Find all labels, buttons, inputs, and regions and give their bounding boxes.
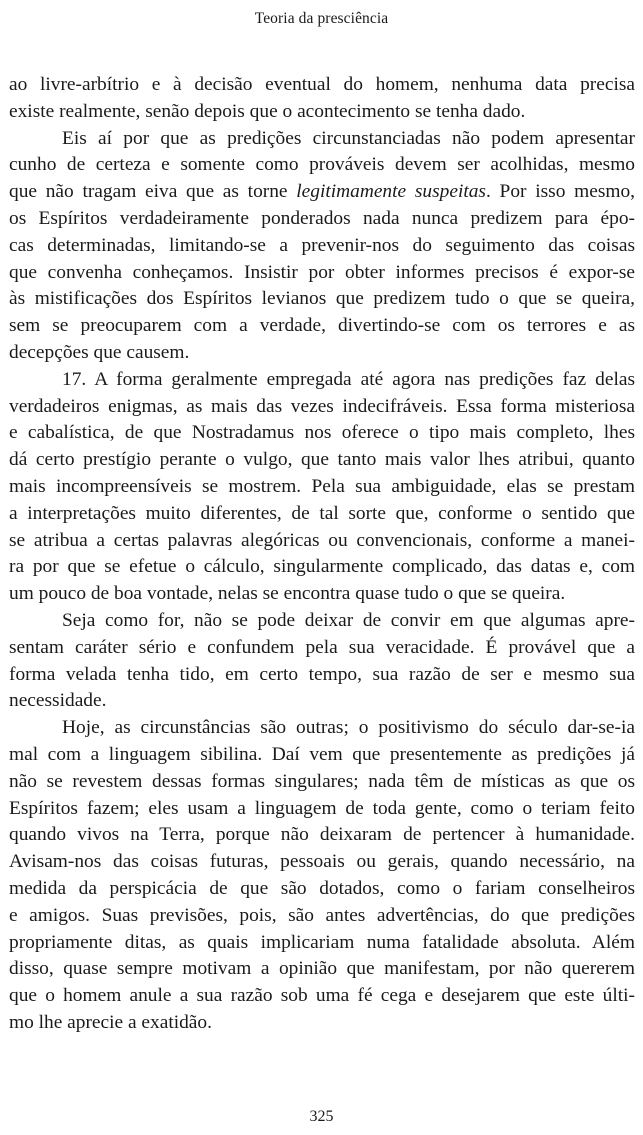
page-body — [9, 72, 635, 1037]
text-span: A forma geralmente empregada até agora nas predições faz delas — [86, 368, 635, 390]
text-line: sem se preocuparem com a verdade, divertindo-se com os terrores e as — [9, 315, 635, 337]
text-line — [9, 367, 635, 394]
text-line: disso, quase sempre motivam a opinião que manifestam, por não quererem — [9, 958, 635, 980]
text-line: medida da perspicácia de que são dotados, como o fariam conselheiros — [9, 877, 635, 899]
text-line: Seja como for, não se pode deixar de convir em que algumas apre- — [62, 609, 635, 631]
text-line: quando vivos na Terra, porque não deixaram de pertencer à humanidade. — [9, 824, 635, 846]
text-line: sentam caráter sério e confundem pela sua veracidade. É provável que a — [9, 636, 635, 658]
text-span: . Por isso mesmo, — [485, 181, 635, 203]
text-span: que não tragam eiva que as torne — [9, 181, 297, 203]
text-line: forma velada tenha tido, em certo tempo, sua razão de ser e mesmo sua — [9, 663, 635, 685]
text-line: se atribua a certas palavras alegóricas ou convencionais, conforme a manei- — [9, 529, 635, 551]
text-line: Espíritos fazem; eles usam a linguagem de toda gente, como o teriam feito — [9, 797, 635, 819]
text-line: Hoje, as circunstâncias são outras; o positivismo do século dar-se-ia — [62, 717, 635, 739]
paragraph-2 — [9, 126, 635, 367]
text-line: Eis aí por que as predições circunstanciadas não podem apresentar — [62, 127, 635, 149]
emphasis-text: legitimamente suspeitas — [296, 181, 486, 203]
text-line: e cabalística, de que Nostradamus nos oferece o tipo mais completo, lhes — [9, 422, 635, 444]
text-line: e amigos. Suas previsões, pois, são antes advertências, do que predições — [9, 904, 635, 926]
paragraph-4 — [9, 608, 635, 715]
text-line: ra por que se efetue o cálculo, singularmente complicado, das datas e, com — [9, 556, 635, 578]
text-line: necessidade. — [9, 690, 107, 712]
text-line: às mistificações dos Espíritos levianos que predizem tudo o que se queira, — [9, 288, 635, 310]
text-line: mal com a linguagem sibilina. Daí vem que presentemente as predições já — [9, 743, 635, 765]
running-head: Teoria da presciência — [254, 10, 389, 27]
text-line — [9, 179, 635, 206]
text-line: ao livre-arbítrio e à decisão eventual do homem, nenhuma data precisa — [9, 74, 635, 95]
paragraph-3 — [9, 367, 635, 608]
text-line: que convenha conheçamos. Insistir por obter informes precisos é expor-se — [9, 261, 635, 283]
paragraph-5 — [9, 715, 635, 1037]
text-line: cas determinadas, limitando-se a prevenir-nos do seguimento das coisas — [9, 234, 635, 256]
paragraph-1 — [9, 72, 635, 126]
text-line: a interpretações muito diferentes, de tal sorte que, conforme o sentido que — [9, 502, 635, 524]
text-line: um pouco de boa vontade, nelas se encontra quase tudo o que se queira. — [9, 583, 566, 605]
text-line: não se revestem dessas formas singulares; nada têm de místicas as que os — [9, 770, 635, 792]
text-line: cunho de certeza e somente como prováveis devem ser acolhidas, mesmo — [9, 154, 635, 176]
text-line: os Espíritos verdadeiramente ponderados nada nunca predizem para épo- — [9, 207, 635, 229]
text-line: existe realmente, senão depois que o acontecimento se tenha dado. — [9, 100, 526, 122]
page-number: 325 — [309, 1108, 334, 1125]
text-line: verdadeiros enigmas, as mais das vezes indecifráveis. Essa forma misteriosa — [9, 395, 635, 417]
text-line: Avisam-nos das coisas futuras, pessoais ou gerais, quando necessário, na — [9, 851, 635, 873]
item-number: 17. — [62, 368, 87, 390]
text-line: propriamente ditas, as quais implicariam numa fatalidade absoluta. Além — [9, 931, 635, 953]
text-line: mais incompreensíveis se mostrem. Pela sua ambiguidade, elas se prestam — [9, 475, 635, 497]
text-line: mo lhe aprecie a exatidão. — [9, 1011, 212, 1033]
text-line: dá certo prestígio perante o vulgo, que tanto mais valor lhes atribui, quanto — [9, 449, 635, 471]
text-line: que o homem anule a sua razão sob uma fé cega e desejarem que este últi- — [9, 985, 635, 1007]
text-line: decepções que causem. — [9, 341, 190, 363]
